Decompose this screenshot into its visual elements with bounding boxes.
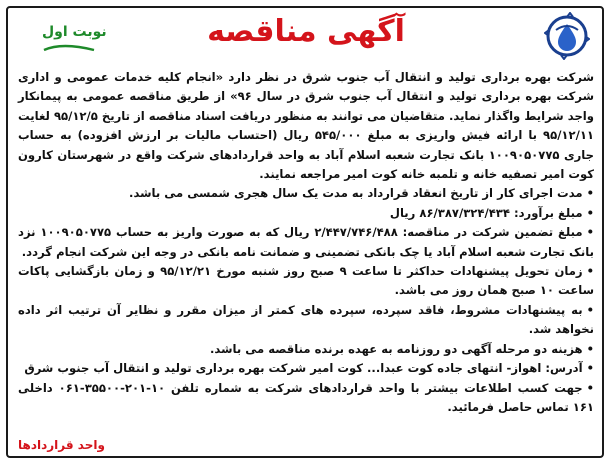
bullet-item: •به پیشنهادات مشروط، فاقد سپرده، سپرده های کمتر از میزان مقرر و نظایر آن ترتیب اثر داده نخواهد شد. — [18, 302, 594, 337]
bullet-item: •آدرس: اهواز- انتهای جاده کوت عبدا... کوت امیر شرکت بهره برداری تولید و انتقال آب جنوب شرق — [24, 361, 594, 376]
intro-paragraph: شرکت بهره برداری تولید و انتقال آب جنوب شرق در نظر دارد «انجام کلیه خدمات عمومی و اداری شرکت بهره برداری تولید و انتقال آب جنوب شرق در سال ۹۶» از طریق مناقصه عمومی به پیمانکار واجد شرایط واگذار نماید. متقاضیان می توانند به منظور دریافت اسناد مناقصه از تاریخ ۹۵/۱۲/۵ لغایت ۹۵/۱۲/۱۱ با ارائه فیش واریزی به مبلغ ۵۴۵/۰۰۰ ریال (احتساب مالیات بر ارزش افزوده) به حساب جاری ۱۰۰۹۰۵۰۷۷۵ بانک تجارت شعبه اسلام آباد به واحد قراردادهای شرکت واقع در شهرستان کارون کوت امیر تصفیه خانه و تلمبه خانه کوت امیر مراجعه نمایند. — [18, 70, 595, 182]
bullet-text: به پیشنهادات مشروط، فاقد سپرده، سپرده های کمتر از میزان مقرر و نظایر آن ترتیب اثر داده نخواهد شد. — [18, 302, 594, 337]
bullet-text: آدرس: اهواز- انتهای جاده کوت عبدا... کوت امیر شرکت بهره برداری تولید و انتقال آب جنوب شرق — [24, 361, 583, 376]
bullet-item: •مبلغ تضمین شرکت در مناقصه: ۲/۴۴۷/۷۴۶/۴۸۸ ریال که به صورت واریز به حساب ۱۰۰۹۰۵۰۷۷۵ نزد بانک تجارت شعبه اسلام آباد یا چک بانکی تضمینی و ضمانت نامه بانکی در وجه این شرکت انجام گردد. — [18, 225, 594, 259]
bullet-text: جهت کسب اطلاعات بیشتر با واحد قراردادهای شرکت به شماره تلفن ۱۰-۲۰۱-۳۵۵۰۰-۰۶۱ داخلی ۱۶۱ تماس حاصل فرمائید. — [18, 380, 594, 414]
notice-header — [8, 10, 604, 62]
bullet-text: مبلغ تضمین شرکت در مناقصه: ۲/۴۴۷/۷۴۶/۴۸۸ ریال که به صورت واریز به حساب ۱۰۰۹۰۵۰۷۷۵ نزد بانک تجارت شعبه اسلام آباد یا چک بانکی تضمینی و ضمانت نامه بانکی در وجه این شرکت انجام گردد. — [18, 225, 594, 259]
bullet-item: •مدت اجرای کار از تاریخ انعقاد قرارداد به مدت یک سال هجری شمسی می باشد. — [129, 186, 594, 201]
bullet-text: مدت اجرای کار از تاریخ انعقاد قرارداد به مدت یک سال هجری شمسی می باشد. — [129, 186, 583, 201]
round-label: نوبت اول — [42, 24, 107, 40]
notice-body — [18, 68, 594, 417]
notice-title: آگهی مناقصه — [207, 14, 405, 49]
bullet-text: مبلغ برآورد: ۸۶/۳۸۷/۳۲۴/۴۳۴ ریال — [389, 205, 583, 220]
bullet-item: •زمان تحویل پیشنهادات حداکثر تا ساعت ۹ صبح روز شنبه مورخ ۹۵/۱۲/۲۱ و زمان بازگشایی پاکات ساعت ۱۰ صبح همان روز می باشد. — [18, 264, 594, 298]
bullet-item: •هزینه دو مرحله آگهی دو روزنامه به عهده برنده مناقصه می باشد. — [210, 341, 594, 356]
bullet-text: هزینه دو مرحله آگهی دو روزنامه به عهده برنده مناقصه می باشد. — [210, 341, 583, 356]
bullet-item: •مبلغ برآورد: ۸۶/۳۸۷/۳۲۴/۴۳۴ ریال — [389, 205, 594, 220]
bullet-item: •جهت کسب اطلاعات بیشتر با واحد قراردادهای شرکت به شماره تلفن ۱۰-۲۰۱-۳۵۵۰۰-۰۶۱ داخلی ۱۶۱ تماس حاصل فرمائید. — [18, 380, 595, 414]
round-swoosh-icon — [42, 44, 96, 54]
bullet-text: زمان تحویل پیشنهادات حداکثر تا ساعت ۹ صبح روز شنبه مورخ ۹۵/۱۲/۲۱ و زمان بازگشایی پاکات ساعت ۱۰ صبح همان روز می باشد. — [18, 264, 594, 298]
contracts-unit-label: واحد قراردادها — [18, 438, 105, 452]
company-logo-icon — [544, 12, 590, 60]
